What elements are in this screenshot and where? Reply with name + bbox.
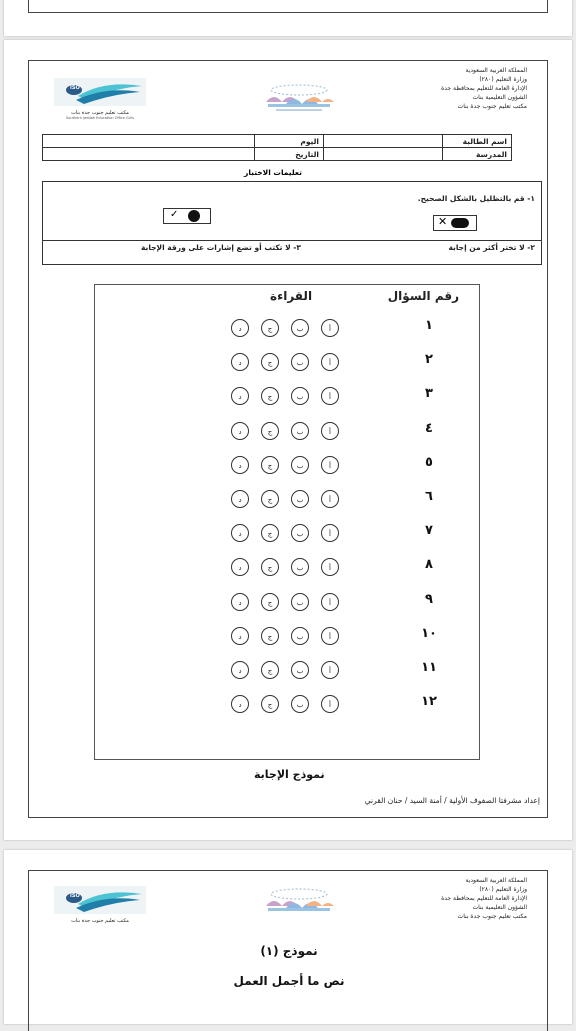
answer-bubble[interactable]: ج	[261, 490, 279, 508]
answer-bubble[interactable]: د	[231, 695, 249, 713]
header-line: المملكة العربية السعودية	[465, 67, 527, 74]
header-line: الشؤون التعليمية بنات	[472, 904, 527, 911]
answer-bubble[interactable]: د	[231, 456, 249, 474]
question-number: ٥	[425, 454, 433, 470]
answer-bubble[interactable]: أ	[321, 524, 339, 542]
answer-bubble[interactable]: د	[231, 353, 249, 371]
answer-bubble[interactable]: ب	[291, 353, 309, 371]
instructions-title: تعليمات الاختبار	[244, 168, 302, 177]
answer-row	[95, 556, 479, 578]
office-logo-text: مكتب تعليم جنوب جدة بنات	[71, 918, 129, 924]
reading-header: القراءة	[270, 289, 313, 303]
student-info-table	[42, 134, 512, 161]
answer-row	[95, 317, 479, 339]
answer-bubble[interactable]: ج	[261, 558, 279, 576]
answer-bubble[interactable]: د	[231, 558, 249, 576]
answer-row	[95, 522, 479, 544]
answer-form-title: نموذج الإجابة	[254, 768, 325, 781]
office-logo-subtext: Southern Jeddah Education Office Girls	[66, 116, 134, 120]
answer-bubble[interactable]: ب	[291, 627, 309, 645]
answer-bubble[interactable]: أ	[321, 593, 339, 611]
vision-logo	[256, 80, 342, 114]
instructions-box	[42, 181, 542, 265]
answer-bubble[interactable]: ب	[291, 524, 309, 542]
question-number: ٢	[425, 352, 433, 368]
model-title: نموذج (١)	[260, 944, 318, 958]
question-number: ٧	[425, 523, 433, 539]
answer-bubble[interactable]: ب	[291, 319, 309, 337]
prepared-by-credit: إعداد مشرفتا الصفوف الأولية / أمنة السيد / حنان القرني	[364, 796, 540, 805]
answer-bubble[interactable]: ج	[261, 353, 279, 371]
header-line: المملكة العربية السعودية	[465, 877, 527, 884]
answer-bubble[interactable]: ج	[261, 422, 279, 440]
answer-bubble[interactable]: ب	[291, 593, 309, 611]
answer-bubble[interactable]: أ	[321, 661, 339, 679]
answer-bubble[interactable]: ج	[261, 387, 279, 405]
instruction-3: ٣- لا تكتب أو تضع إشارات على ورقة الإجابة	[140, 243, 301, 252]
header-ministry-text	[407, 876, 527, 921]
header-line: وزارة التعليم (٢٨٠)	[479, 76, 527, 83]
page-previous	[4, 0, 572, 36]
question-number: ١٠	[421, 625, 437, 641]
cross-mark-icon: ✕	[438, 215, 448, 228]
answer-bubble[interactable]: ب	[291, 490, 309, 508]
header-ministry-text	[407, 66, 527, 111]
answer-bubble[interactable]: ب	[291, 456, 309, 474]
answer-bubble[interactable]: د	[231, 490, 249, 508]
answer-bubble[interactable]: ج	[261, 319, 279, 337]
day-field[interactable]	[43, 135, 255, 148]
check-mark-icon: ✓	[170, 209, 179, 220]
office-logo-graphic	[54, 886, 146, 914]
school-label: المدرسة	[443, 148, 512, 161]
answer-bubble[interactable]: أ	[321, 319, 339, 337]
answer-bubble[interactable]: ج	[261, 627, 279, 645]
answer-row	[95, 385, 479, 407]
text-title: نص ما أجمل العمل	[233, 974, 345, 988]
page-previous-frame	[28, 0, 548, 13]
header-line: الشؤون التعليمية بنات	[472, 94, 527, 101]
half-filled-bubble-icon	[451, 218, 469, 228]
filled-bubble-icon	[188, 210, 200, 222]
question-number: ٩	[425, 591, 433, 607]
answer-bubble[interactable]: أ	[321, 456, 339, 474]
student-name-label: اسم الطالبة	[443, 135, 512, 148]
answer-bubble[interactable]: د	[231, 422, 249, 440]
day-label: اليوم	[255, 135, 324, 148]
answer-bubble[interactable]: ب	[291, 661, 309, 679]
answer-row	[95, 693, 479, 715]
answer-bubble[interactable]: أ	[321, 558, 339, 576]
answer-bubble[interactable]: د	[231, 319, 249, 337]
answer-bubble[interactable]: أ	[321, 490, 339, 508]
question-number: ٣	[425, 386, 433, 402]
date-label: التاريخ	[255, 148, 324, 161]
answer-row	[95, 420, 479, 442]
instructions-divider	[43, 240, 541, 241]
header-line: الإدارة العامة للتعليم بمحافظة جدة	[441, 895, 527, 902]
answer-bubble[interactable]: ب	[291, 558, 309, 576]
question-number-header: رقم السؤال	[387, 289, 459, 303]
answer-bubble[interactable]: د	[231, 387, 249, 405]
answer-row	[95, 591, 479, 613]
answer-bubble[interactable]: ب	[291, 422, 309, 440]
office-logo	[54, 78, 146, 120]
instruction-2: ٢- لا تختر أكثر من إجابة	[448, 243, 535, 252]
question-number: ١١	[421, 660, 437, 675]
answer-bubble[interactable]: ج	[261, 524, 279, 542]
answer-bubble[interactable]: ج	[261, 661, 279, 679]
answer-bubble[interactable]: ب	[291, 387, 309, 405]
answer-bubble[interactable]: د	[231, 593, 249, 611]
answer-row	[95, 351, 479, 373]
question-number: ١٢	[421, 694, 437, 710]
office-logo-graphic	[54, 78, 146, 106]
answer-sheet	[94, 284, 480, 760]
question-number: ٦	[425, 489, 433, 504]
office-logo	[54, 886, 146, 928]
answer-bubble[interactable]: ج	[261, 593, 279, 611]
answer-bubble[interactable]: أ	[321, 422, 339, 440]
instruction-1: ١- قم بالتظليل بالشكل الصحيح.	[417, 194, 535, 203]
page-answer-sheet	[4, 40, 572, 840]
answer-bubble[interactable]: أ	[321, 627, 339, 645]
question-number: ٤	[425, 420, 433, 436]
vision-logo	[256, 884, 342, 918]
date-field[interactable]	[43, 148, 255, 161]
answer-bubble[interactable]: ب	[291, 695, 309, 713]
answer-bubble[interactable]: ج	[261, 456, 279, 474]
answer-bubble[interactable]: د	[231, 661, 249, 679]
correct-shading-example	[163, 208, 211, 224]
answer-row	[95, 659, 479, 681]
answer-bubble[interactable]: أ	[321, 695, 339, 713]
answer-bubble[interactable]: أ	[321, 387, 339, 405]
answer-bubble[interactable]: ج	[261, 695, 279, 713]
answer-bubble[interactable]: د	[231, 627, 249, 645]
school-field[interactable]	[324, 148, 443, 161]
student-name-field[interactable]	[324, 135, 443, 148]
header-line: الإدارة العامة للتعليم بمحافظة جدة	[441, 85, 527, 92]
office-logo-text: مكتب تعليم جنوب جدة بنات	[71, 110, 129, 116]
header-line: مكتب تعليم جنوب جدة بنات	[457, 103, 527, 110]
iso-badge: ISO	[70, 893, 80, 899]
page-model-1	[4, 850, 572, 1024]
iso-badge: ISO	[70, 85, 80, 91]
answer-bubble[interactable]: أ	[321, 353, 339, 371]
answer-row	[95, 454, 479, 476]
header-line: مكتب تعليم جنوب جدة بنات	[457, 913, 527, 920]
answer-row	[95, 625, 479, 647]
question-number: ٨	[425, 557, 433, 573]
answer-row	[95, 488, 479, 510]
question-number: ١	[425, 318, 433, 333]
header-line: وزارة التعليم (٢٨٠)	[479, 886, 527, 893]
answer-bubble[interactable]: د	[231, 524, 249, 542]
wrong-shading-example	[433, 215, 477, 231]
